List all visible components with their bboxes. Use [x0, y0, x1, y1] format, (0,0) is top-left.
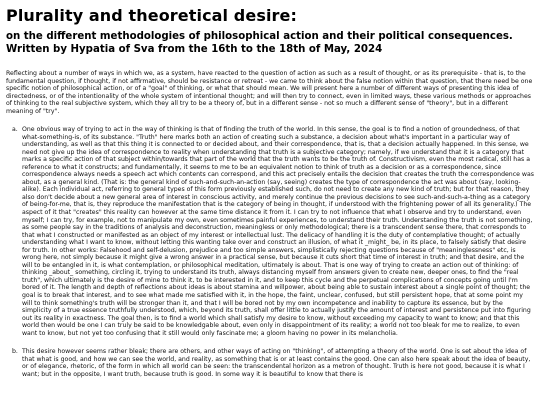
list-marker: b. — [12, 348, 18, 355]
list-item — [6, 348, 534, 404]
list-item-text: One obvious way of trying to act in the way of thinking is that of finding the truth of the world. In this sense, the goal is to find a notion of groundedness, of that what-something-is, of its substance. "Truth" here marks both an action of creating such a substance, a decision about what's important in a particular way of understanding, as well as that this thing it is connected to or decided about, and their correspondence, that is, that a decision actually happened. In this sense, we need not give up the idea of correspondence to reality when understanding that truth is a subjective category; namely, if we understand that it is a category that marks a specific action of that subject within/towards that part of the world that the truth wants to be the truth of. Constructivism, even the most radical, still has a reference to what it constructs; and fundamentally, it seems to me to be an equivalent notion to think of truth as a decision or as a correspondence, since correspondence always needs a speech act which contents can correspond, and this act precisely entails the decision that creates the truth the correspondence was about, as a general kind. (That is: the general kind of such-and-such-an-action (say, seeing) creates the type of correspondence the act was about (say, looking-alike). Each individual act, referring to general types of this form previously established such, do not need to create any new kind of truth; but for that reason, they also don't decide about a new general area of interest in conscious activity, and merely continue the previous decisions to see such-and-such-a-thing as a category of being-for-me, that is, they reproduce the manifestation that is the category of being in thought, if understood with the frightening power of all its generality.) The aspect of it that "creates" this reality can however at the same time distance it from it. I can try to not influence that what I observe and try to understand, even myself; I can try, for example, not to manipulate my own, even sometimes painful experiences, to understand their truth. Understanding the truth is not something, as some people say in the traditions of analysis and deconstruction, meaningless or only methodological; there is a transcendent sense there, that corresponds to that what I constructed or manifested as an object of my interest or intellectual lust. The delicacy of handling it is the duty of contemplative thought; of actually understanding what I want to know, without letting this wanting take over and construct an illusion, of what it _might_ be, in its place, to falsely satisfy that desire for truth. In other works: Falsehood and self-delusion, prejudice and too simple answers, simplistically rejecting questions because of "meaninglessness" etc, is wrong here, not simply because it might give a wrong answer in a practical sense, but because it cuts short that time of interest in truth; and that desire, and the will to be entangled in it, is what contemplation, or philosophical meditation, ultimately is about. That is one way of trying to create an action out of thinking: of thinking _about_ something, circling it, trying to understand its truth, always distancing myself from answers given to create new, deeper ones, to find the "real truth", which ultimately is the desire of mine to think it, to be interested in it, and to keep this cycle and the perpetual complications of concepts going until I'm bored of it. The length and depth of reflections about ideas is about stamina and willpower, about being able to sustain interest about a single point of thought; the goal is to break that interest, and to see what made me satisfied with it, in the hope, the faint, unclear, confused, but still persistent hope, that at some point my will to think something's truth will be stronger than it, and that I will be bored not by my own incompetence and inability to capture its essence, but by the simplicity of a true essence truthfully understood, which, beyond its truth, shall offer little to actually justify the amount of interest and persistence put into figuring out its reality in exactness. The goal then, is to find a world which shall satisfy my desire to know, without exceeding my capacity to want to know; and that this world then would be one I can truly be said to be knowledgable about, even only in disappointment of its reality; a world not too bleak for me to realize, to even want to know, but not yet too confusing that it still would only fascinate me; a gloom having no power in its melancholia. — [22, 126, 534, 337]
document-title: Plurality and theoretical desire: — [6, 6, 297, 25]
document-subtitle: on the different methodologies of philosophical action and their political consequences. Written by Hypatia of Sva from the 16th to the 18th of May, 2024 — [6, 31, 513, 55]
list-item-text: This desire however seems rather bleak; there are others, and other ways of acting on "thinking", of attempting a theory of the world. One is set about the idea of that what is good, and how we can see the world, and reality, as something that is or at least contains the good. One can also here speak about the idea of beauty, or of elegance, rhetoric, of the form in which all world can be seen: the transcendental horizon as a metron of thought. Truth is here not good, because it is what I want; but in the opposite, I want truth, because truth is good. In some way it is beautiful to know that there is — [22, 348, 531, 378]
intro-paragraph: Reflecting about a number of ways in which we, as a system, have reacted to the question of action as such as a result of thought, or as its prerequisite - that is, to the fundamental question, if thought, if not affirmative, should be resistance or retreat - we came to think about the false notion within that question, that there need be one specific notion of philosophical action, or of a "goal" of thinking, or what that should mean. We will present here a number of different ways of presenting this idea of directedness, or of the intentionality of the whole system of intentional thought; and will then try to connect, even in limited ways, these various methods or approaches of thinking to the real subjective system, which they all try to be a theory of, but in a different sense - not so much a different sense of "theory", but in a different meaning of "try". — [6, 70, 533, 115]
list-item — [6, 126, 534, 347]
list-marker: a. — [12, 126, 18, 133]
